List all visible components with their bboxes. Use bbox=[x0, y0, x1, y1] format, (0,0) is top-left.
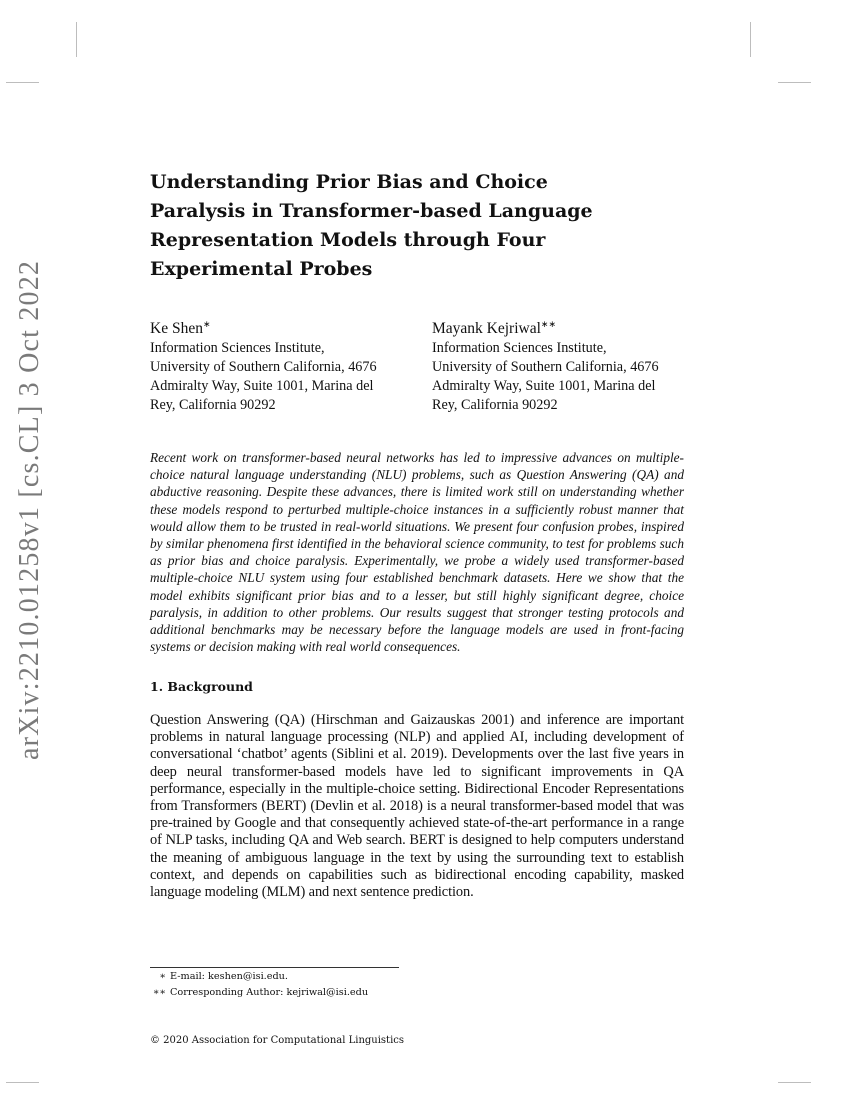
author-block bbox=[432, 314, 682, 415]
affiliation-line: Information Sciences Institute, bbox=[150, 340, 325, 357]
crop-mark bbox=[778, 1082, 811, 1083]
author-name: Mayank Kejriwal∗∗ bbox=[432, 319, 556, 338]
crop-mark bbox=[76, 22, 77, 57]
footnote bbox=[150, 986, 368, 999]
body-paragraph: Question Answering (QA) (Hirschman and Gaizauskas 2001) and inference are important problems in natural language processing (NLP) and applied AI, including development of conversational ‘chatbot’ agents (Siblini et al. 2019). Developments over the last five years in deep neural transformer-based models have led to significant improvements in QA performance, especially in the multiple-choice setting. Bidirectional Encoder Representations from Transformers (BERT) (Devlin et al. 2018) is a neural transformer-based model that was pre-trained by Google and that consequently achieved state-of-the-art performance in a range of NLP tasks, including QA and Web search. BERT is designed to help computers understand the meaning of ambiguous language in the text by using the surrounding text to establish context, and depends on capabilities such as bidirectional encoding capability, masked language modeling (MLM) and next sentence prediction. bbox=[150, 712, 684, 901]
crop-mark bbox=[778, 82, 811, 83]
section-heading: 1. Background bbox=[150, 679, 253, 694]
affiliation-line: Information Sciences Institute, bbox=[432, 340, 607, 357]
arxiv-identifier: arXiv:2210.01258v1 [cs.CL] 3 Oct 2022 bbox=[14, 259, 45, 760]
author-name: Ke Shen∗ bbox=[150, 319, 211, 338]
footnote-mark: ∗ bbox=[159, 971, 166, 982]
crop-mark bbox=[6, 82, 39, 83]
footnote-rule bbox=[150, 967, 399, 968]
author-mark: ∗ bbox=[202, 319, 211, 329]
crop-mark bbox=[750, 22, 751, 57]
affiliation-line: University of Southern California, 4676 bbox=[432, 359, 659, 376]
affiliation-line: Rey, California 90292 bbox=[150, 397, 276, 414]
footnote-mark: ∗∗ bbox=[152, 987, 166, 998]
affiliation-line: Admiralty Way, Suite 1001, Marina del bbox=[432, 378, 656, 395]
affiliation-line: Rey, California 90292 bbox=[432, 397, 558, 414]
author-block bbox=[150, 314, 400, 415]
author-mark: ∗∗ bbox=[540, 319, 556, 329]
footnote-text: Corresponding Author: kejriwal@isi.edu bbox=[170, 987, 369, 998]
paper-title: Understanding Prior Bias and Choice Paralysis in Transformer-based Language Representation Models through Four Experimental Probes bbox=[150, 171, 593, 280]
affiliation-line: University of Southern California, 4676 bbox=[150, 359, 377, 376]
affiliation-line: Admiralty Way, Suite 1001, Marina del bbox=[150, 378, 374, 395]
abstract: Recent work on transformer-based neural networks has led to impressive advances on multiple-choice natural language understanding (NLU) problems, such as Question Answering (QA) and abductive reasoning. Despite these advances, there is limited work still on understanding whether these models respond to perturbed multiple-choice instances in a sufficiently robust manner that would allow them to be trusted in real-world situations. We present four confusion probes, inspired by similar phenomena first identified in the behavioral science community, to test for problems such as prior bias and choice paralysis. Experimentally, we probe a widely used transformer-based multiple-choice NLU system using four established benchmark datasets. Here we show that the model exhibits significant prior bias and to a lesser, but still highly significant degree, choice paralysis, in addition to other problems. Our results suggest that stronger testing protocols and additional benchmarks may be necessary before the language models are used in front-facing systems or decision making with real world consequences. bbox=[150, 450, 684, 655]
footnote bbox=[150, 970, 288, 983]
footnote-text: E-mail: keshen@isi.edu. bbox=[170, 971, 289, 982]
copyright-notice: © 2020 Association for Computational Linguistics bbox=[150, 1035, 405, 1046]
crop-mark bbox=[6, 1082, 39, 1083]
